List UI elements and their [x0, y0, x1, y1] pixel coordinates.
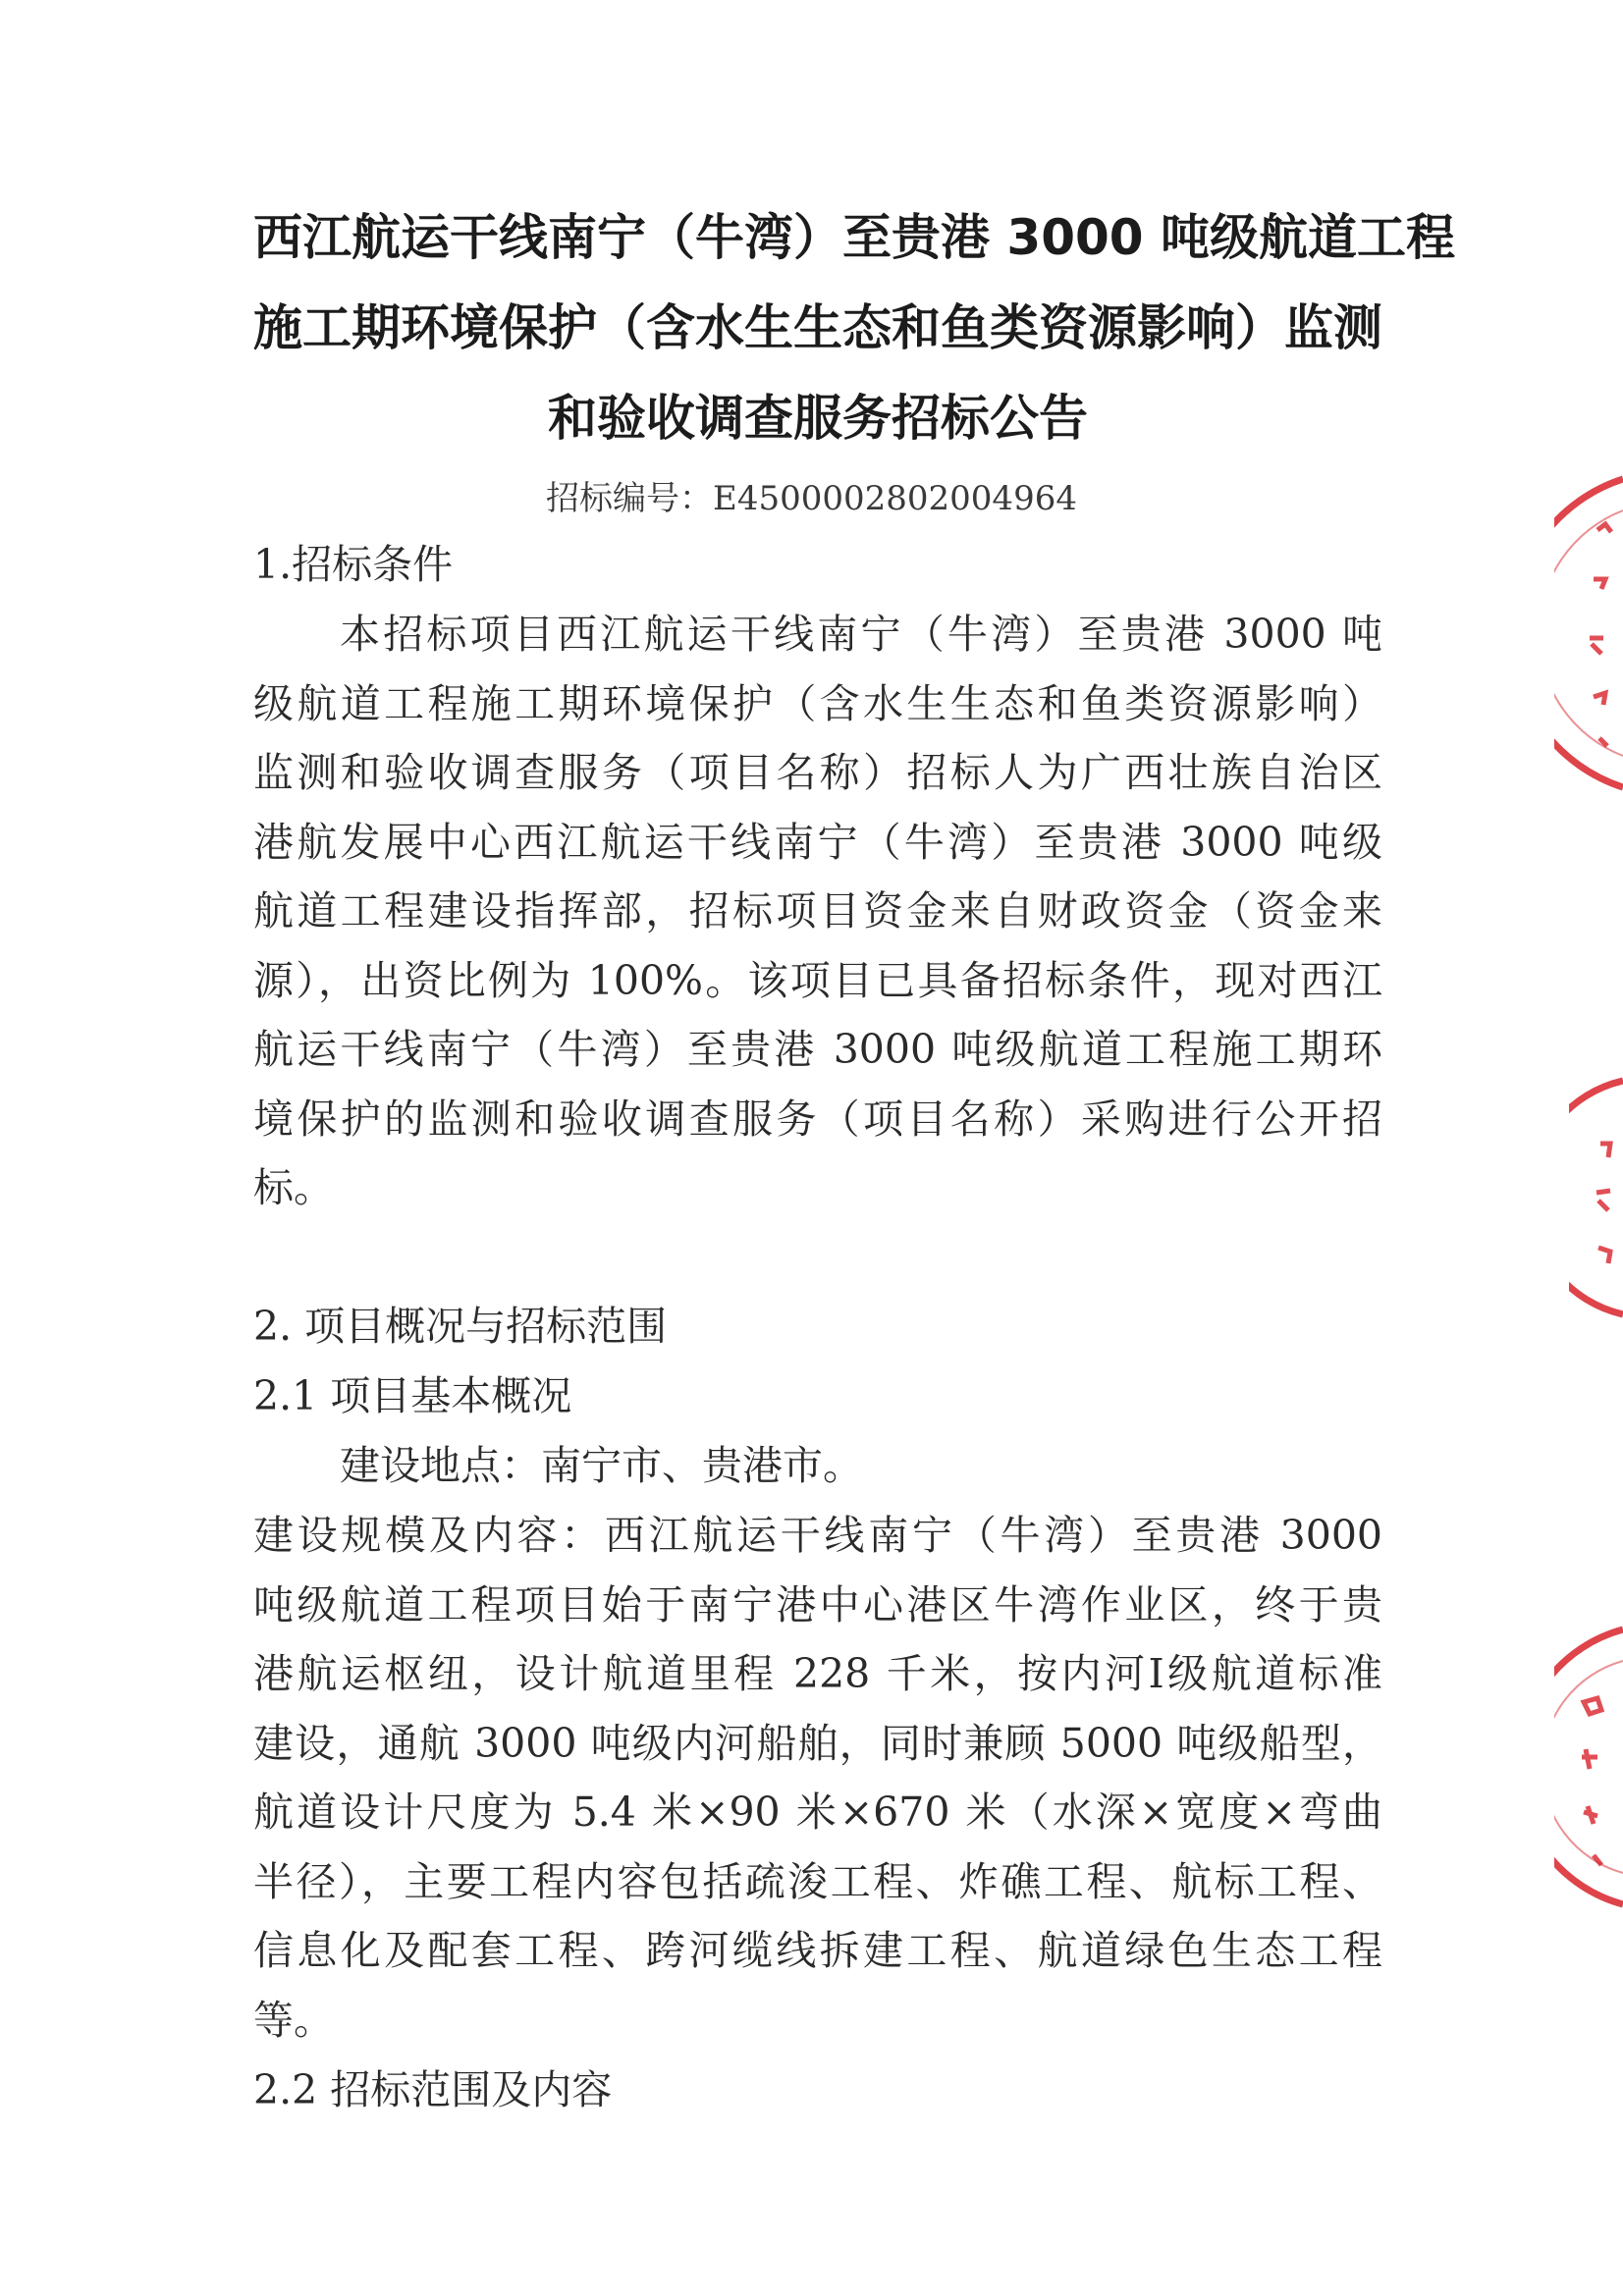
paragraph-line: 等。: [253, 1996, 334, 2044]
title-line-2: 施工期环境保护（含水生生态和鱼类资源影响）监测: [253, 299, 1382, 356]
construction-location: 建设地点：南宁市、贵港市。: [340, 1442, 863, 1489]
seal-impression-1: [1554, 471, 1623, 795]
paragraph-line: 级航道工程施工期环境保护（含水生生态和鱼类资源影响）: [253, 679, 1382, 727]
paragraph-line: 港航运枢纽，设计航道里程 228 千米，按内河Ⅰ级航道标准: [253, 1650, 1382, 1697]
paragraph-line: 标。: [253, 1164, 334, 1211]
seal-impression-2: [1569, 1075, 1623, 1320]
paragraph-line: 航道工程建设指挥部，招标项目资金来自财政资金（资金来: [253, 887, 1382, 934]
paragraph-line: 源），出资比例为 100%。该项目已具备招标条件，现对西江: [253, 956, 1382, 1004]
construction-scope-paragraph: [253, 1501, 1382, 2055]
paragraph-line: 本招标项目西江航运干线南宁（牛湾）至贵港 3000 吨: [340, 611, 1382, 658]
seal-impression-3: [1554, 1620, 1623, 1914]
paragraph-line: 建设，通航 3000 吨级内河船舶，同时兼顾 5000 吨级船型，: [253, 1719, 1382, 1767]
title-line-1: 西江航运干线南宁（牛湾）至贵港 3000 吨级航道工程: [253, 209, 1455, 266]
paragraph-line: 航运干线南宁（牛湾）至贵港 3000 吨级航道工程施工期环: [253, 1026, 1382, 1073]
paragraph-line: 建设规模及内容：西江航运干线南宁（牛湾）至贵港 3000: [253, 1512, 1382, 1559]
section-1-heading: 1.招标条件: [253, 541, 454, 588]
section-1-paragraph: [253, 600, 1382, 1223]
subsection-2-2-heading: 2.2 招标范围及内容: [253, 2066, 613, 2113]
bid-number: 招标编号：E4500002802004964: [546, 479, 1077, 518]
document-title: [253, 192, 1455, 463]
paragraph-line: 信息化及配套工程、跨河缆线拆建工程、航道绿色生态工程: [253, 1927, 1382, 1974]
section-2-heading: 2. 项目概况与招标范围: [253, 1303, 668, 1350]
paragraph-line: 航道设计尺度为 5.4 米×90 米×670 米（水深×宽度×弯曲: [253, 1789, 1382, 1836]
paragraph-line: 吨级航道工程项目始于南宁港中心港区牛湾作业区，终于贵: [253, 1580, 1382, 1629]
paragraph-line: 监测和验收调查服务（项目名称）招标人为广西壮族自治区: [253, 749, 1382, 796]
subsection-2-1-heading: 2.1 项目基本概况: [253, 1372, 572, 1419]
paragraph-line: 境保护的监测和验收调查服务（项目名称）采购进行公开招: [253, 1095, 1382, 1143]
paragraph-line: 港航发展中心西江航运干线南宁（牛湾）至贵港 3000 吨级: [253, 818, 1382, 866]
paragraph-line: 半径），主要工程内容包括疏浚工程、炸礁工程、航标工程、: [253, 1857, 1382, 1905]
title-line-3: 和验收调查服务招标公告: [548, 390, 1088, 447]
